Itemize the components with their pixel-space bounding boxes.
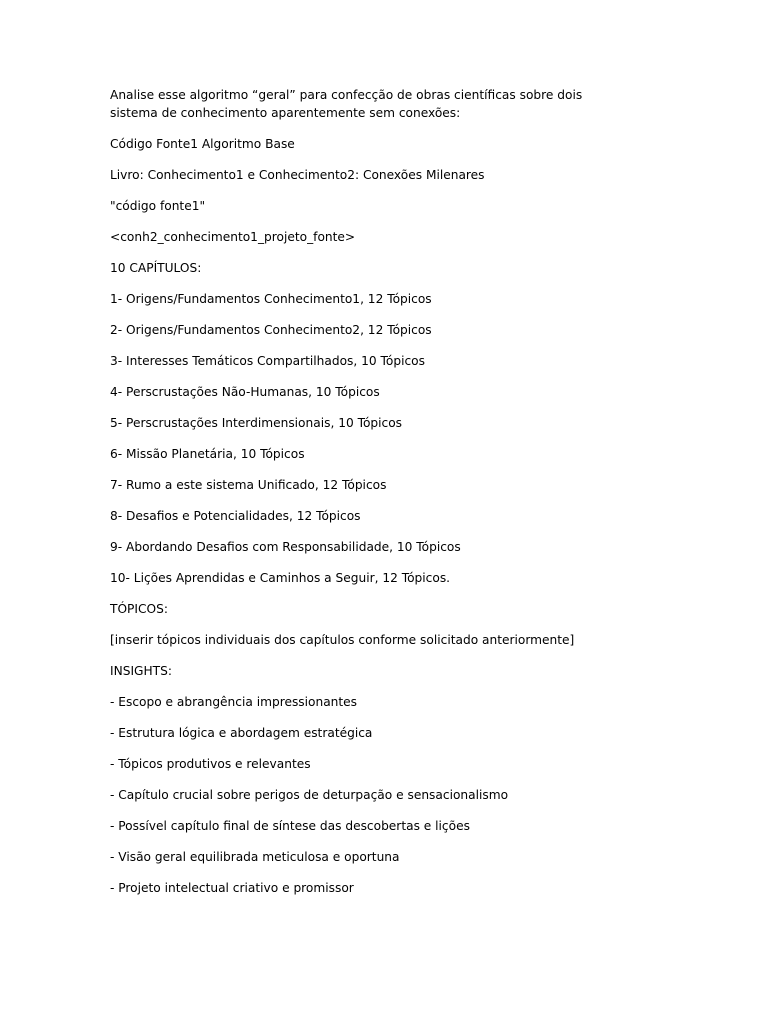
chapter-item: 7- Rumo a este sistema Unificado, 12 Tópicos (110, 478, 387, 492)
insight-list (110, 693, 630, 897)
chapter-item: 9- Abordando Desafios com Responsabilidade, 10 Tópicos (110, 540, 461, 554)
intro-paragraph: Analise esse algoritmo “geral” para confecção de obras científicas sobre dois sistema de conhecimento aparentemente sem conexões: (110, 88, 583, 120)
chapters-heading: 10 CAPÍTULOS: (110, 261, 202, 275)
insight-item: - Capítulo crucial sobre perigos de deturpação e sensacionalismo (110, 788, 509, 802)
chapter-list (110, 290, 630, 587)
code-reference: "código fonte1" (110, 199, 206, 213)
insight-item: - Escopo e abrangência impressionantes (110, 695, 358, 709)
chapter-item: 8- Desafios e Potencialidades, 12 Tópicos (110, 509, 361, 523)
chapter-item: 5- Perscrustações Interdimensionais, 10 Tópicos (110, 416, 403, 430)
chapter-item: 2- Origens/Fundamentos Conhecimento2, 12 Tópicos (110, 323, 432, 337)
book-title: Livro: Conhecimento1 e Conhecimento2: Conexões Milenares (110, 168, 485, 182)
chapter-item: 3- Interesses Temáticos Compartilhados, 10 Tópicos (110, 354, 425, 368)
chapter-item: 4- Perscrustações Não-Humanas, 10 Tópicos (110, 385, 380, 399)
topics-placeholder: [inserir tópicos individuais dos capítulos conforme solicitado anteriormente] (110, 633, 575, 647)
project-tag: <conh2_conhecimento1_projeto_fonte> (110, 230, 356, 244)
chapter-item: 1- Origens/Fundamentos Conhecimento1, 12 Tópicos (110, 292, 432, 306)
topics-heading: TÓPICOS: (110, 602, 168, 616)
chapter-item: 6- Missão Planetária, 10 Tópicos (110, 447, 305, 461)
chapter-item: 10- Lições Aprendidas e Caminhos a Seguir, 12 Tópicos. (110, 571, 451, 585)
source-code-label: Código Fonte1 Algoritmo Base (110, 137, 295, 151)
insight-item: - Estrutura lógica e abordagem estratégica (110, 726, 373, 740)
insight-item: - Tópicos produtivos e relevantes (110, 757, 311, 771)
insight-item: - Visão geral equilibrada meticulosa e oportuna (110, 850, 400, 864)
document-page (110, 86, 630, 910)
insight-item: - Possível capítulo final de síntese das descobertas e lições (110, 819, 470, 833)
insight-item: - Projeto intelectual criativo e promissor (110, 881, 354, 895)
insights-heading: INSIGHTS: (110, 664, 172, 678)
